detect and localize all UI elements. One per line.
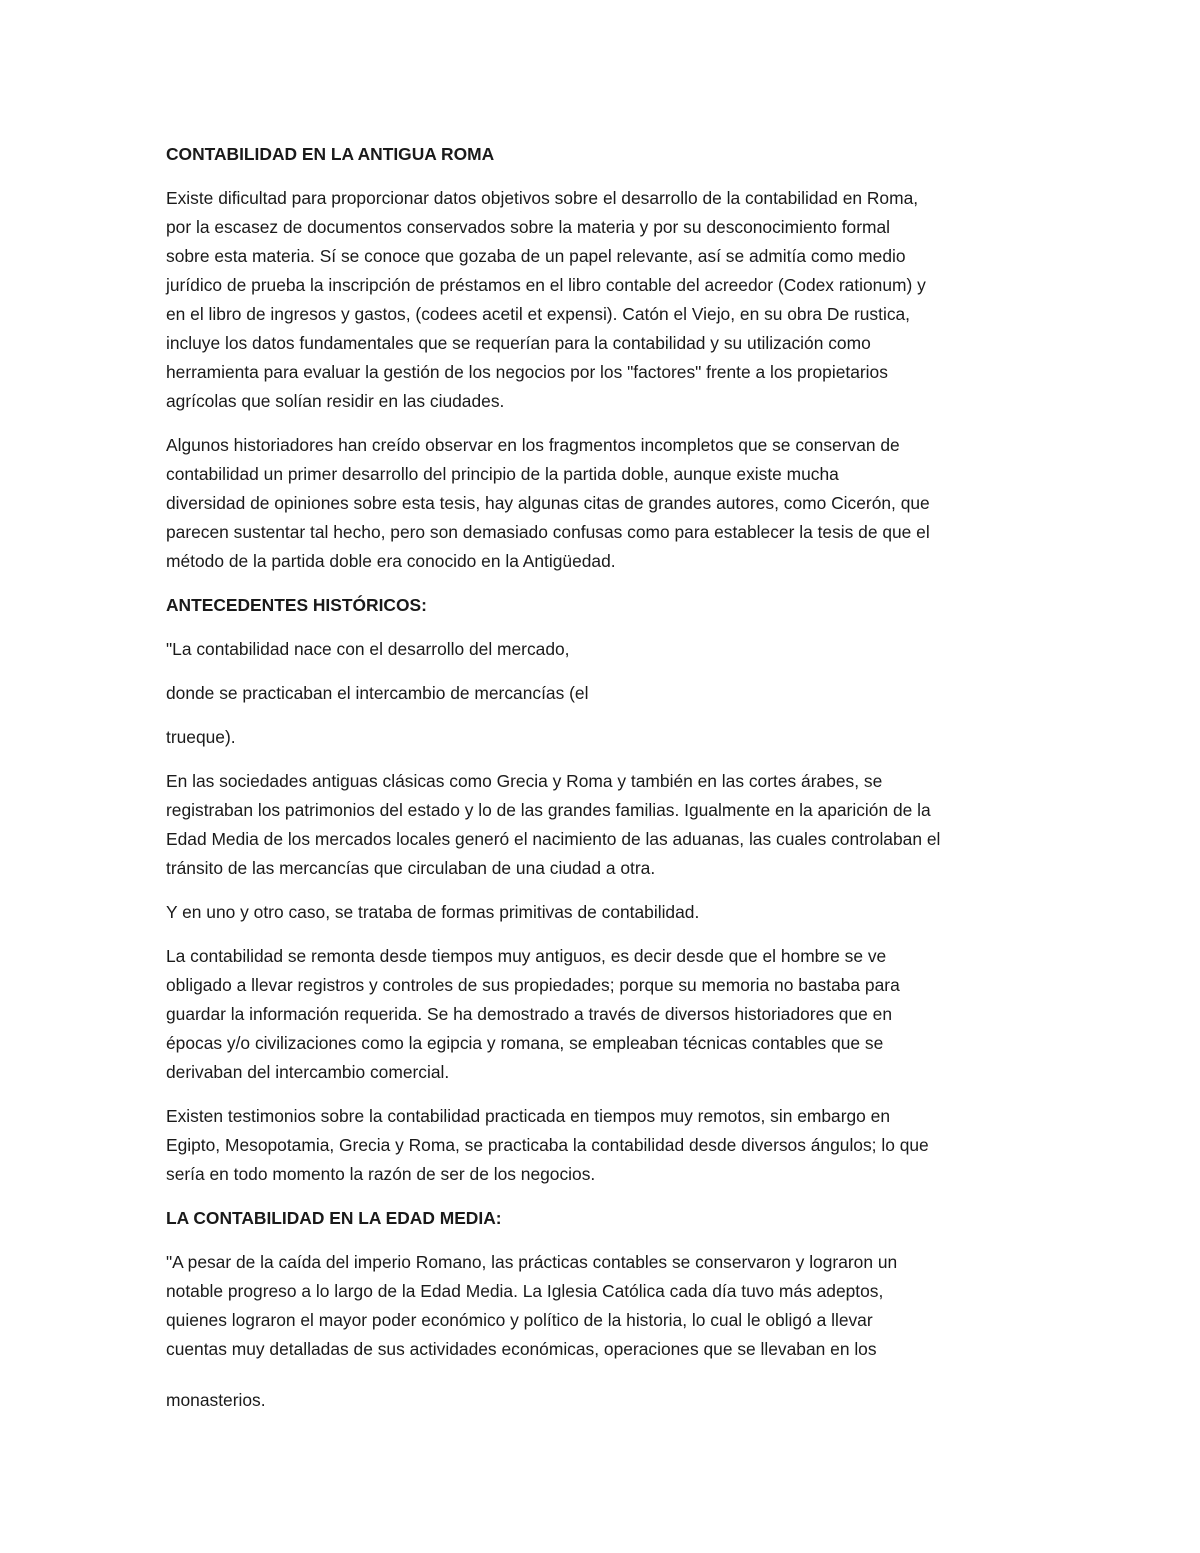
section-title-antigua-roma: CONTABILIDAD EN LA ANTIGUA ROMA	[166, 144, 495, 164]
text-line: Existen testimonios sobre la contabilidad practicada en tiempos muy remotos, sin embargo en	[166, 1106, 891, 1126]
paragraph-testimonios	[166, 1102, 1046, 1189]
section-title-antecedentes: ANTECEDENTES HISTÓRICOS:	[166, 595, 427, 615]
text-line: registraban los patrimonios del estado y lo de las grandes familias. Igualmente en la aparición de la	[166, 800, 931, 820]
text-line: Algunos historiadores han creído observar en los fragmentos incompletos que se conservan de	[166, 435, 900, 455]
text-line: "La contabilidad nace con el desarrollo del mercado,	[166, 639, 570, 659]
text-line: trueque).	[166, 727, 236, 747]
text-line: Y en uno y otro caso, se trataba de formas primitivas de contabilidad.	[166, 902, 700, 922]
text-line: quienes lograron el mayor poder económico y político de la historia, lo cual le obligó a llevar	[166, 1310, 873, 1330]
paragraph-quote-mercado	[166, 635, 1046, 664]
paragraph-intercambio	[166, 679, 1046, 708]
paragraph-imperio-romano	[166, 1248, 1046, 1364]
text-line: notable progreso a lo largo de la Edad Media. La Iglesia Católica cada día tuvo más adeptos,	[166, 1281, 884, 1301]
paragraph-roma-dificultad	[166, 184, 1046, 416]
text-line: épocas y/o civilizaciones como la egipcia y romana, se empleaban técnicas contables que se	[166, 1033, 884, 1053]
text-line: Egipto, Mesopotamia, Grecia y Roma, se practicaba la contabilidad desde diversos ángulos; lo que	[166, 1135, 929, 1155]
paragraph-monasterios	[166, 1386, 1046, 1415]
paragraph-sociedades-antiguas	[166, 767, 1046, 883]
paragraph-trueque	[166, 723, 1046, 752]
text-line: jurídico de prueba la inscripción de préstamos en el libro contable del acreedor (Codex rationum) y	[166, 275, 926, 295]
text-line: tránsito de las mercancías que circulaban de una ciudad a otra.	[166, 858, 656, 878]
text-line: Edad Media de los mercados locales generó el nacimiento de las aduanas, las cuales controlaban el	[166, 829, 941, 849]
text-line: herramienta para evaluar la gestión de los negocios por los "factores" frente a los propietarios	[166, 362, 888, 382]
section-title-edad-media: LA CONTABILIDAD EN LA EDAD MEDIA:	[166, 1208, 502, 1228]
text-line: "A pesar de la caída del imperio Romano, las prácticas contables se conservaron y lograron un	[166, 1252, 898, 1272]
text-line: contabilidad un primer desarrollo del principio de la partida doble, aunque existe mucha	[166, 464, 839, 484]
text-line: guardar la información requerida. Se ha demostrado a través de diversos historiadores que en	[166, 1004, 892, 1024]
text-line: sería en todo momento la razón de ser de los negocios.	[166, 1164, 596, 1184]
text-line: agrícolas que solían residir en las ciudades.	[166, 391, 505, 411]
text-line: incluye los datos fundamentales que se requerían para la contabilidad y su utilización como	[166, 333, 871, 353]
text-line: En las sociedades antiguas clásicas como Grecia y Roma y también en las cortes árabes, se	[166, 771, 883, 791]
text-line: método de la partida doble era conocido en la Antigüedad.	[166, 551, 616, 571]
text-line: derivaban del intercambio comercial.	[166, 1062, 450, 1082]
text-line: sobre esta materia. Sí se conoce que gozaba de un papel relevante, así se admitía como medio	[166, 246, 906, 266]
text-line: en el libro de ingresos y gastos, (codees acetil et expensi). Catón el Viejo, en su obra De rustica,	[166, 304, 911, 324]
text-line: donde se practicaban el intercambio de mercancías (el	[166, 683, 589, 703]
text-line: por la escasez de documentos conservados sobre la materia y por su desconocimiento formal	[166, 217, 891, 237]
text-line: Existe dificultad para proporcionar datos objetivos sobre el desarrollo de la contabilidad en Roma,	[166, 188, 919, 208]
document-body	[166, 140, 1046, 1430]
paragraph-partida-doble	[166, 431, 1046, 576]
text-line: monasterios.	[166, 1390, 266, 1410]
text-line: obligado a llevar registros y controles de sus propiedades; porque su memoria no bastaba para	[166, 975, 900, 995]
paragraph-tiempos-antiguos	[166, 942, 1046, 1087]
text-line: La contabilidad se remonta desde tiempos muy antiguos, es decir desde que el hombre se ve	[166, 946, 887, 966]
text-line: diversidad de opiniones sobre esta tesis, hay algunas citas de grandes autores, como Cicerón, que	[166, 493, 930, 513]
text-line: cuentas muy detalladas de sus actividades económicas, operaciones que se llevaban en los	[166, 1339, 877, 1359]
text-line: parecen sustentar tal hecho, pero son demasiado confusas como para establecer la tesis de que el	[166, 522, 930, 542]
paragraph-formas-primitivas	[166, 898, 1046, 927]
